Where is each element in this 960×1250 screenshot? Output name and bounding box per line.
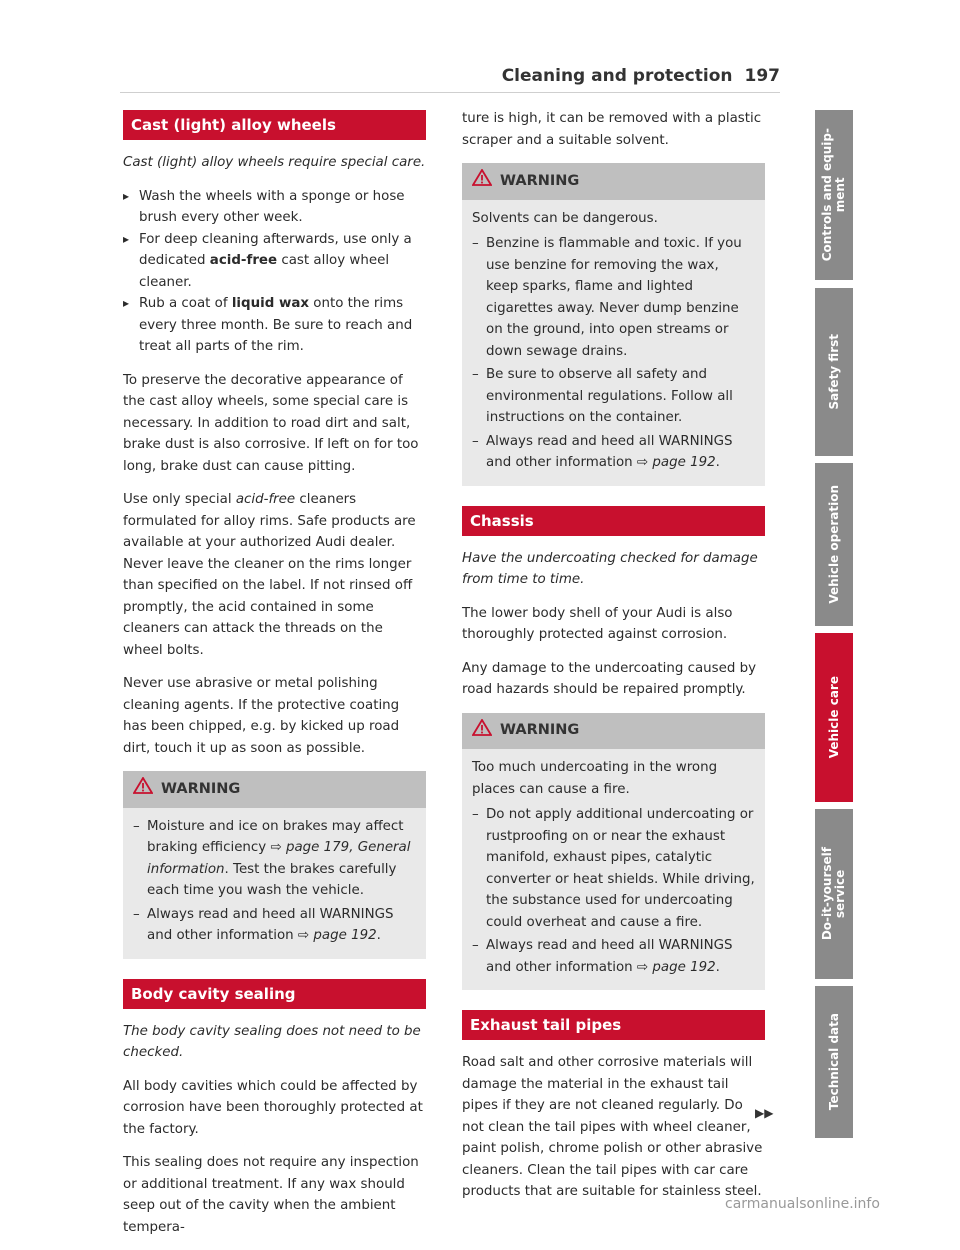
paragraph: To preserve the decorative appearance of the cast alloy wheels, some special care is necessary. In addition to road dirt and salt, brake dust is also corrosive. If left on for too long, brake dust can cause pitting. <box>123 372 419 474</box>
page-reference: ⇨ page 192 <box>297 928 377 943</box>
header-divider <box>120 92 780 93</box>
paragraph: Road salt and other corrosive materials will damage the material in the exhaust tail pipes if they are not cleaned regularly. Do not clean the tail pipes with wheel cleaner, paint polish, chrome polish or other abrasive cleaners. Clean the tail pipes with car care products that are suitable for stainless steel. <box>462 1055 763 1199</box>
paragraph: Any damage to the undercoating caused by road hazards should be repaired promptly. <box>462 660 757 697</box>
continue-arrow-icon: ▶▶ <box>755 1106 774 1120</box>
warning-header: WARNING <box>462 713 765 750</box>
paragraph: Never use abrasive or metal polishing cleaning agents. If the protective coating has been chipped, e.g. by kicked up road dirt, touch it up as soon as possible. <box>123 676 400 756</box>
tab-safety-first[interactable]: Safety first <box>815 288 853 456</box>
warning-box <box>462 163 765 486</box>
warning-triangle-icon <box>472 719 492 744</box>
warning-body <box>462 200 765 486</box>
warning-box <box>462 713 765 991</box>
lead-body-cavity: The body cavity sealing does not need to be checked. <box>123 1023 421 1060</box>
warning-box <box>123 771 426 959</box>
warning-body <box>462 749 765 990</box>
warning-item: – Always read and heed all WARNINGS and other information ⇨ page 192. <box>133 904 416 947</box>
warning-item: – Always read and heed all WARNINGS and other information ⇨ page 192. <box>472 431 755 474</box>
warning-body <box>123 808 426 959</box>
page-reference: ⇨ page 179, General information <box>147 840 411 877</box>
page-reference: ⇨ page 192 <box>636 959 716 975</box>
paragraph: This sealing does not require any inspection or additional treatment. If any wax should seep out of the cavity when the ambient tempera- <box>123 1155 419 1235</box>
warning-triangle-icon <box>133 777 153 802</box>
lead-chassis: Have the undercoating checked for damage from time to time. <box>462 550 758 587</box>
page-number: 197 <box>744 66 780 86</box>
paragraph: Use only special acid-free cleaners formulated for alloy rims. Safe products are available at your authorized Audi dealer. Never leave the cleaner on the rims longer than specified on the label. If not rinsed off promptly, the acid contained in some cleaners can attack the threads on the wheel bolts. <box>123 492 416 658</box>
instruction-item: ▸ Wash the wheels with a sponge or hose brush every other week. <box>123 186 426 229</box>
tab-do-it-yourself-service[interactable]: Do-it-yourself service <box>815 809 853 979</box>
tab-vehicle-care[interactable]: Vehicle care <box>815 633 853 802</box>
running-header <box>502 66 780 86</box>
warning-item: – Do not apply additional undercoating or rustproofing on or near the exhaust manifold, exhaust pipes, catalytic converter or heat shields. While driving, the substance used for undercoating could overheat and cause a fire. <box>472 804 755 933</box>
warning-intro: Too much undercoating in the wrong places can cause a fire. <box>472 760 718 797</box>
warning-intro: Solvents can be dangerous. <box>472 210 658 226</box>
section-title-alloy-wheels: Cast (light) alloy wheels <box>123 110 426 140</box>
warning-header: WARNING <box>462 163 765 200</box>
warning-item: – Moisture and ice on brakes may affect braking efficiency ⇨ page 179, General information. Test the brakes carefully each time you wash the vehicle. <box>133 816 416 902</box>
warning-header: WARNING <box>123 771 426 808</box>
tab-vehicle-operation[interactable]: Vehicle operation <box>815 463 853 626</box>
tab-technical-data[interactable]: Technical data <box>815 986 853 1138</box>
lead-alloy-wheels: Cast (light) alloy wheels require special care. <box>123 155 426 170</box>
paragraph: ture is high, it can be removed with a plastic scraper and a suitable solvent. <box>462 111 762 148</box>
warning-triangle-icon <box>472 169 492 194</box>
instruction-item: ▸ Rub a coat of liquid wax onto the rims every three month. Be sure to reach and treat all parts of the rim. <box>123 293 426 358</box>
paragraph: The lower body shell of your Audi is also thoroughly protected against corrosion. <box>462 605 733 642</box>
warning-item: – Benzine is flammable and toxic. If you use benzine for removing the wax, keep sparks, flame and lighted cigarettes away. Never dump benzine on the ground, into open streams or down sewage drains. <box>472 233 755 362</box>
instruction-item: ▸ For deep cleaning afterwards, use only a dedicated acid-free cast alloy wheel cleaner. <box>123 229 426 294</box>
warning-item: – Be sure to observe all safety and environmental regulations. Follow all instructions on the container. <box>472 364 755 429</box>
tab-controls-and-equipment[interactable]: Controls and equip- ment <box>815 110 853 280</box>
section-title-body-cavity: Body cavity sealing <box>123 979 426 1009</box>
watermark-text: carmanualsonline.info <box>725 1196 880 1212</box>
instruction-list <box>123 186 426 358</box>
header-title: Cleaning and protection <box>501 66 733 86</box>
section-title-exhaust: Exhaust tail pipes <box>462 1010 765 1040</box>
page-reference: ⇨ page 192 <box>636 455 716 470</box>
section-title-chassis: Chassis <box>462 506 765 536</box>
right-column <box>462 108 765 1215</box>
left-column <box>123 110 426 1250</box>
warning-item: – Always read and heed all WARNINGS and other information ⇨ page 192. <box>472 935 755 978</box>
paragraph: All body cavities which could be affected by corrosion have been thoroughly protected at the factory. <box>123 1078 423 1137</box>
